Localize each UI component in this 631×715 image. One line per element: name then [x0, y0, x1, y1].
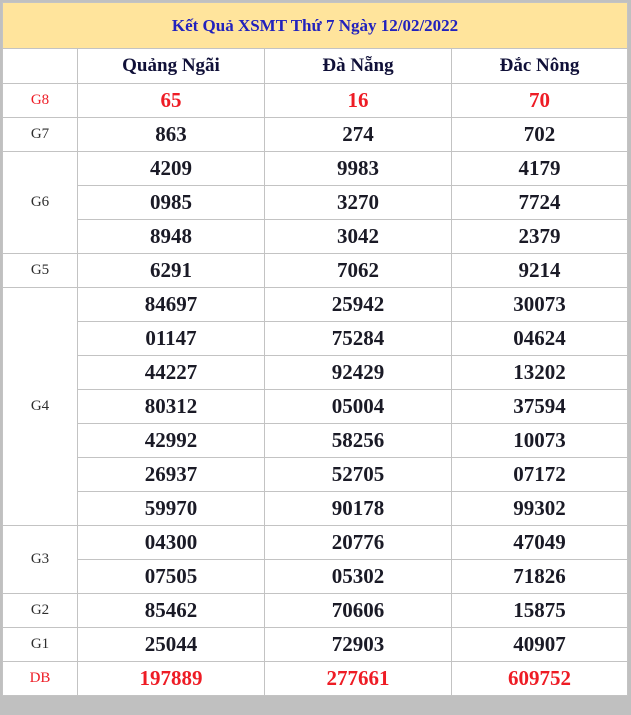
result-cell: 47049 — [452, 526, 628, 560]
column-header-empty — [3, 49, 78, 84]
prize-label-g5: G5 — [3, 254, 78, 288]
result-cell: 4179 — [452, 152, 628, 186]
result-cell: 65 — [78, 84, 265, 118]
result-cell: 25044 — [78, 628, 265, 662]
result-cell: 3042 — [265, 220, 452, 254]
result-cell: 25942 — [265, 288, 452, 322]
result-cell: 197889 — [78, 662, 265, 696]
table-row — [3, 424, 628, 458]
result-cell: 04300 — [78, 526, 265, 560]
table-row — [3, 390, 628, 424]
result-cell: 277661 — [265, 662, 452, 696]
table-row — [3, 458, 628, 492]
result-cell: 80312 — [78, 390, 265, 424]
result-cell: 05302 — [265, 560, 452, 594]
result-cell: 59970 — [78, 492, 265, 526]
table-row — [3, 84, 628, 118]
table-row — [3, 118, 628, 152]
result-cell: 85462 — [78, 594, 265, 628]
table-row — [3, 560, 628, 594]
table-row — [3, 594, 628, 628]
result-cell: 7062 — [265, 254, 452, 288]
result-cell: 2379 — [452, 220, 628, 254]
result-cell: 16 — [265, 84, 452, 118]
result-cell: 20776 — [265, 526, 452, 560]
result-cell: 92429 — [265, 356, 452, 390]
column-header-da-nang: Đà Nẵng — [265, 49, 452, 84]
result-cell: 0985 — [78, 186, 265, 220]
table-title-row — [3, 3, 628, 49]
table-row — [3, 356, 628, 390]
lottery-results-table — [2, 2, 628, 696]
result-cell: 274 — [265, 118, 452, 152]
result-cell: 702 — [452, 118, 628, 152]
prize-label-g8: G8 — [3, 84, 78, 118]
result-cell: 3270 — [265, 186, 452, 220]
result-cell: 9214 — [452, 254, 628, 288]
result-cell: 4209 — [78, 152, 265, 186]
result-cell: 26937 — [78, 458, 265, 492]
result-cell: 04624 — [452, 322, 628, 356]
result-cell: 07505 — [78, 560, 265, 594]
table-row — [3, 322, 628, 356]
prize-label-g7: G7 — [3, 118, 78, 152]
table-row — [3, 492, 628, 526]
prize-label-g4: G4 — [3, 288, 78, 526]
result-cell: 70 — [452, 84, 628, 118]
result-cell: 13202 — [452, 356, 628, 390]
result-cell: 15875 — [452, 594, 628, 628]
table-row — [3, 288, 628, 322]
result-cell: 70606 — [265, 594, 452, 628]
result-cell: 72903 — [265, 628, 452, 662]
prize-label-g3: G3 — [3, 526, 78, 594]
result-cell: 37594 — [452, 390, 628, 424]
table-row — [3, 220, 628, 254]
result-cell: 9983 — [265, 152, 452, 186]
result-cell: 7724 — [452, 186, 628, 220]
result-cell: 07172 — [452, 458, 628, 492]
column-header-dac-nong: Đắc Nông — [452, 49, 628, 84]
result-cell: 52705 — [265, 458, 452, 492]
table-row — [3, 152, 628, 186]
table-header-row — [3, 49, 628, 84]
result-cell: 30073 — [452, 288, 628, 322]
result-cell: 58256 — [265, 424, 452, 458]
result-cell: 6291 — [78, 254, 265, 288]
prize-label-g2: G2 — [3, 594, 78, 628]
result-cell: 863 — [78, 118, 265, 152]
prize-label-g1: G1 — [3, 628, 78, 662]
result-cell: 05004 — [265, 390, 452, 424]
prize-label-g6: G6 — [3, 152, 78, 254]
column-header-quang-ngai: Quảng Ngãi — [78, 49, 265, 84]
table-row — [3, 662, 628, 696]
page-title: Kết Quả XSMT Thứ 7 Ngày 12/02/2022 — [3, 3, 628, 49]
result-cell: 99302 — [452, 492, 628, 526]
table-row — [3, 526, 628, 560]
result-cell: 609752 — [452, 662, 628, 696]
prize-label-db: DB — [3, 662, 78, 696]
result-cell: 01147 — [78, 322, 265, 356]
table-row — [3, 186, 628, 220]
result-cell: 90178 — [265, 492, 452, 526]
result-cell: 44227 — [78, 356, 265, 390]
result-cell: 71826 — [452, 560, 628, 594]
result-cell: 10073 — [452, 424, 628, 458]
result-cell: 8948 — [78, 220, 265, 254]
result-cell: 40907 — [452, 628, 628, 662]
result-cell: 84697 — [78, 288, 265, 322]
table-row — [3, 254, 628, 288]
table-row — [3, 628, 628, 662]
result-cell: 75284 — [265, 322, 452, 356]
result-cell: 42992 — [78, 424, 265, 458]
